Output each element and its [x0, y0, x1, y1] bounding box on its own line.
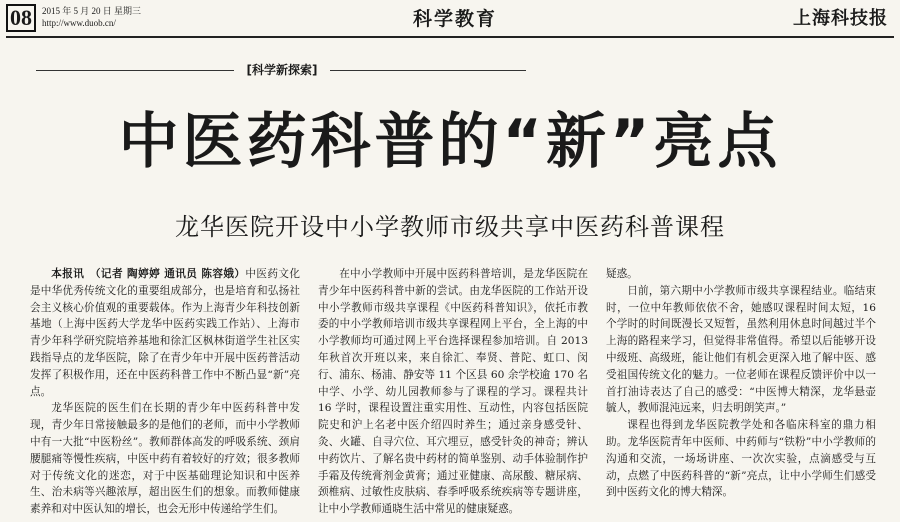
paragraph: 在中小学教师中开展中医药科普培训，是龙华医院在青少年中医药科普中新的尝试。由龙华医院的工作站开设中小学教师市级共享课程《中医药科普知识》，依托市教委的中小学教师培训市级共享课程网上平台，全上海的中小学教师均可通过网上平台选择课程参加培训。自 2013 年秋首次开班以来，来自徐汇、奉贤、普陀、虹口、闵行、浦东、杨浦、静安等 11 个区县 60 余学校逾 170 名中学、小学、幼儿园教师参与了课程的学习。课程共计 16 学时，课程设置注重实用性、互动性，内容包括医院院史和沪上名老中医介绍四时养生；通过亲身感受针、灸、火罐、自寻穴位、耳穴埋豆，感受针灸的神奇；辨认中药饮片、了解名贵中药材的简单鉴别、动手体验制作护手霜及传统膏剂金黄膏；通过亚健康、高尿酸、糖尿病、颈椎病、过敏性皮肤病、春季呼吸系统疾病等专题讲座，让中小学教师通晓生活中常见的健康疑惑。	[318, 268, 588, 516]
kicker-rule-left	[36, 70, 234, 71]
kicker-rule-right	[330, 70, 526, 71]
issue-meta	[42, 5, 141, 29]
article-column-1	[30, 266, 300, 516]
paragraph: 龙华医院的医生们在长期的青少年中医药科普中发现，青少年日常接触最多的是他们的老师，而中小学教师中有一大批“中医粉丝”。教师群体高发的呼吸系统、颈肩腰腿痛等慢性疾病，中医中药有着较好的疗效；很多教师对于传统文化的迷恋，对于中医基础理论知识和中医养生、治未病等兴趣浓厚，超出医生们的想象。而教师健康素养和对中医认知的增长，也会无形中传递给学生们。	[30, 402, 300, 516]
paragraph: 日前，第六期中小学教师市级共享课程结业。临结束时，一位中年教师依依不舍，她感叹课程时间太短，16 个学时的时间既漫长又短暂，虽然利用休息时间越过半个上海的路程来学习，但觉得非常值得。希望以后能够开设中级班、高级班，能让他们有机会更深入地了解中医、感受祖国传统文化的魅力。一位老师在课程反馈评价中以一首打油诗表达了自己的感受：“中医博大精深，龙华悬壶毓人，教师混沌远来，归去明朗笑声。”	[606, 284, 876, 415]
site-url[interactable]: http://www.duob.cn/	[42, 18, 116, 28]
article-column-2	[318, 266, 588, 516]
article-byline: 本报讯 （记者 陶婷婷 通讯员 陈容娥）	[51, 268, 246, 280]
page-number: 08	[6, 4, 36, 32]
article-headline: 中医药科普的“新”亮点	[118, 107, 782, 177]
paragraph	[30, 266, 300, 400]
paragraph-continuation: 疑惑。	[606, 268, 638, 280]
paragraph-text: 中医药文化是中华优秀传统文化的重要组成部分，也是培育和弘扬社会主义核心价值观的重要载体。作为上海青少年科技创新基地（上海中医药大学龙华中医药实践工作站）、上海市青少年科学研究院培养基地和徐汇区枫林街道学生社区实践指导点的龙华医院，除了在青少年中开展中医药普活动发挥了积极作用，还在中医药科普工作中不断凸显“新”亮点。	[30, 268, 300, 398]
article-column-3	[606, 266, 876, 516]
issue-date: 2015 年 5 月 20 日 星期三	[42, 6, 142, 16]
article-kicker: [科学新探索]	[246, 63, 318, 77]
header-divider	[6, 36, 894, 38]
section-title: 科学教育	[412, 8, 497, 30]
paragraph: 课程也得到龙华医院教学处和各临床科室的鼎力相助。龙华医院青年中医师、中药师与“铁粉”中小学教师的沟通和交流，一场场讲座、一次次实验，点滴感受与互动，点燃了中医药科普的“新”亮点，让中小学师生们感受到中医药文化的博大精深。	[606, 419, 876, 499]
newspaper-masthead: 上海科技报	[793, 8, 888, 29]
article-subheadline: 龙华医院开设中小学教师市级共享中医药科普课程	[175, 213, 725, 241]
